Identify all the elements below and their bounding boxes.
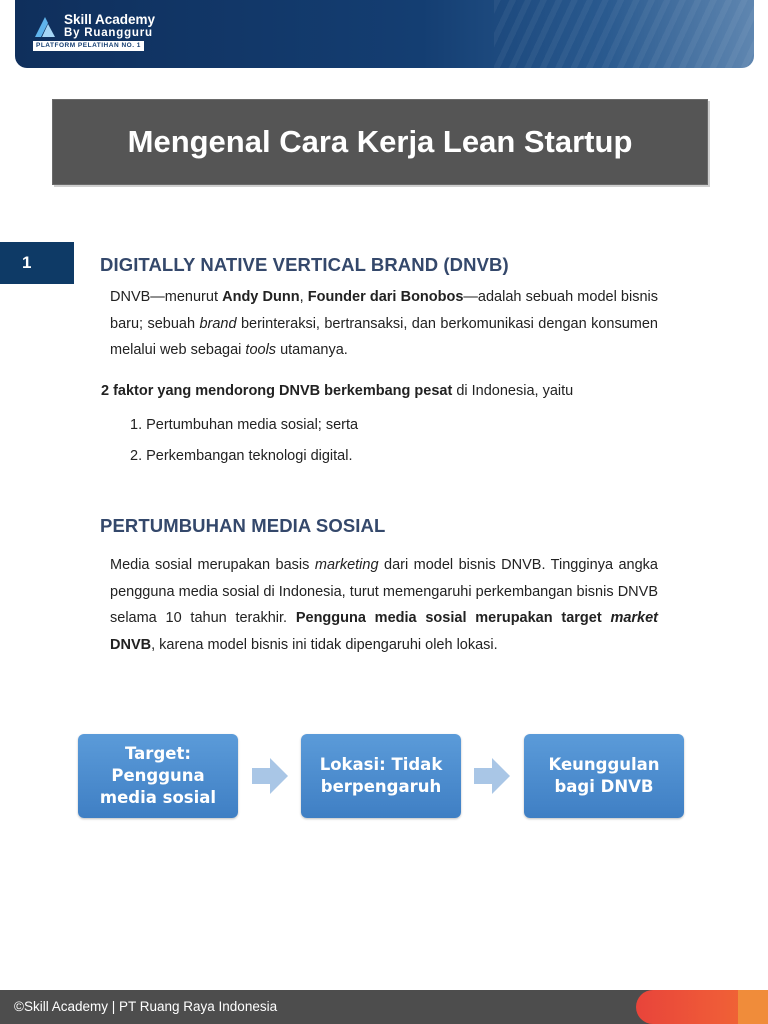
text-italic: brand — [199, 315, 237, 332]
title-bar — [52, 99, 708, 185]
text: berinteraksi, bertransaksi, dan berkomunikasi dengan konsumen melalui web sebagai — [110, 315, 658, 358]
brand-name: Skill Academy — [64, 12, 156, 27]
header-decoration — [494, 0, 754, 68]
page-title: Mengenal Cara Kerja Lean Startup — [127, 124, 633, 159]
factors-bold: 2 faktor yang mendorong DNVB berkembang pesat — [101, 383, 453, 399]
section-heading-dnvb: DIGITALLY NATIVE VERTICAL BRAND (DNVB) — [100, 254, 509, 275]
text: —adalah sebuah model bisnis baru; sebuah — [110, 289, 659, 332]
footer — [0, 990, 768, 1024]
factors-list — [130, 410, 358, 472]
text-bold: Pengguna media sosial merupakan target — [295, 610, 611, 626]
text-italic: tools — [245, 342, 277, 358]
diagram-box-keunggulan — [524, 734, 684, 818]
text: , — [299, 289, 308, 305]
footer-accent-stripe — [738, 990, 768, 1024]
header-banner — [15, 0, 754, 68]
right-arrow-icon — [252, 756, 288, 796]
diagram-box-label: Keunggulan bagi DNVB — [548, 755, 660, 796]
skill-academy-logo-icon — [33, 16, 57, 38]
diagram-box-label: Lokasi: Tidak berpengaruh — [319, 755, 443, 796]
factors-rest: di Indonesia, yaitu — [452, 383, 574, 399]
text: utamanya. — [276, 342, 348, 358]
brand-tagline: PLATFORM PELATIHAN NO. 1 — [33, 41, 144, 51]
dnvb-definition-paragraph — [110, 284, 658, 364]
section-heading-media-sosial: PERTUMBUHAN MEDIA SOSIAL — [100, 515, 386, 536]
brand-subtitle: By Ruangguru — [64, 27, 153, 39]
right-arrow-icon — [474, 756, 510, 796]
diagram-box-label: Target: Pengguna media sosial — [99, 744, 217, 807]
text-italic: marketing — [314, 557, 379, 573]
text-bold: Founder dari Bonobos — [307, 289, 464, 305]
diagram-box-target — [78, 734, 238, 818]
text: , karena model bisnis ini tidak dipengaruhi oleh lokasi. — [151, 636, 498, 653]
text: Media sosial merupakan basis — [110, 557, 315, 573]
text-bold-italic: market — [610, 610, 658, 626]
text-bold: DNVB — [110, 636, 152, 653]
diagram-box-lokasi — [301, 734, 461, 818]
text: dari model bisnis DNVB. Tingginya angka pengguna media sosial di Indonesia, turut memengaruhi perkembangan bisnis DNVB selama 10 tahun terakhir. — [110, 557, 658, 626]
text: DNVB—menurut — [110, 289, 223, 305]
section-number: 1 — [0, 242, 74, 284]
list-item: 1. Pertumbuhan media sosial; serta — [130, 417, 359, 433]
text-bold: Andy Dunn — [222, 289, 300, 305]
footer-copyright: ©Skill Academy | PT Ruang Raya Indonesia — [14, 999, 278, 1014]
list-item: 2. Perkembangan teknologi digital. — [130, 448, 353, 464]
media-sosial-paragraph — [110, 552, 658, 658]
factors-intro — [101, 380, 573, 402]
